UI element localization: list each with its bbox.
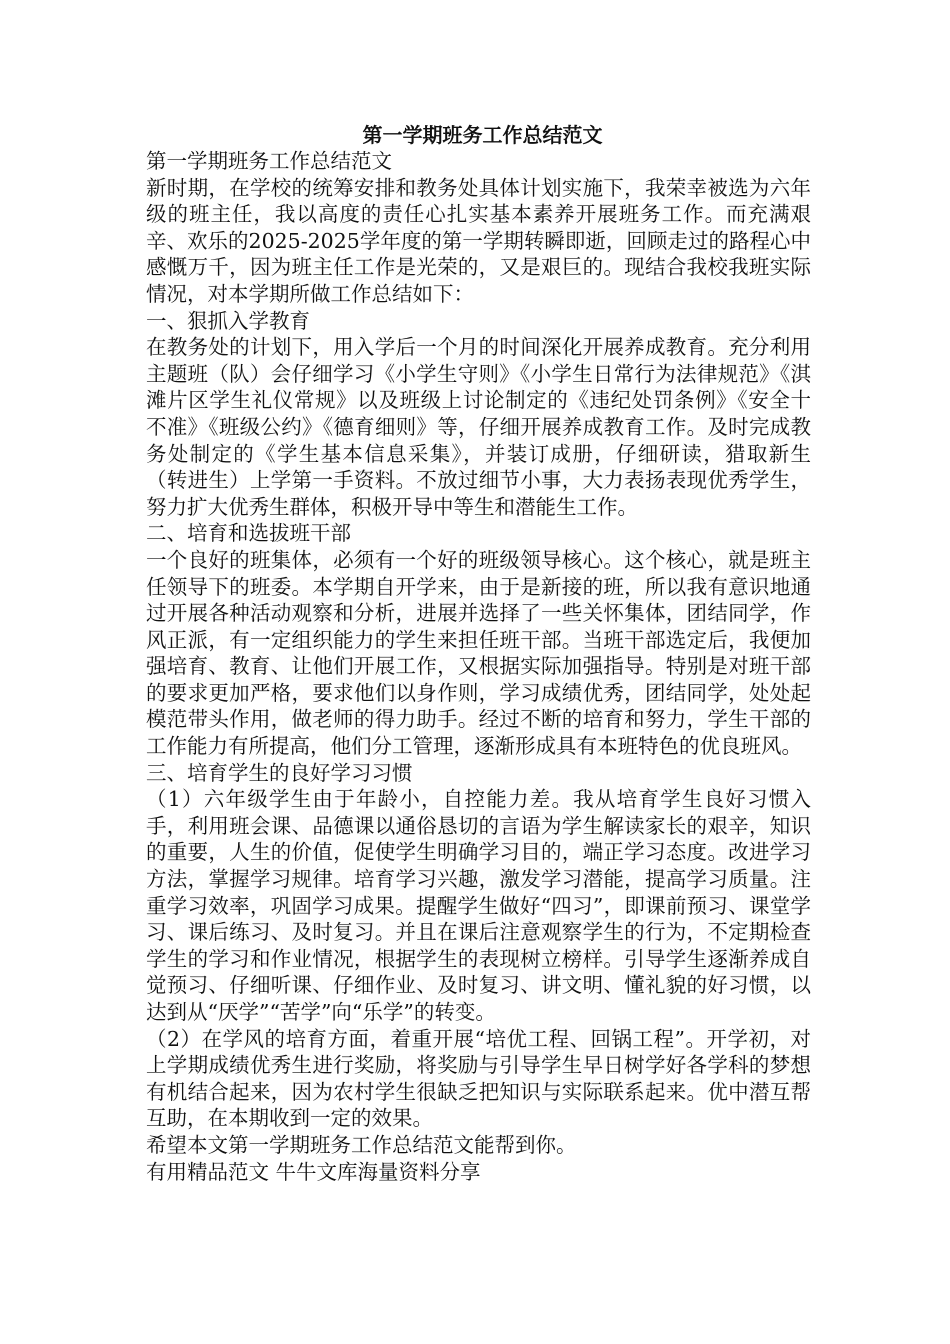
section-2-paragraph: 一个良好的班集体，必须有一个好的班级领导核心。这个核心，就是班主任领导下的班委。本学期自开学来，由于是新接的班，所以我有意识地通过开展各种活动观察和分析，进展并选择了一些关怀集体，团结同学，作风正派，有一定组织能力的学生来担任班干部。当班干部选定后，我便加强培育、教育、让他们开展工作，又根据实际加强指导。特别是对班干部的要求更加严格，要求他们以身作则，学习成绩优秀，团结同学，处处起模范带头作用，做老师的得力助手。经过不断的培育和努力，学生干部的工作能力有所提高，他们分工管理，逐渐形成具有本班特色的优良班风。 [146, 547, 811, 759]
document-title: 第一学期班务工作总结范文 [362, 123, 603, 147]
section-2-heading: 二、培育和选拔班干部 [146, 521, 351, 546]
document-body [146, 122, 811, 1185]
closing-line: 希望本文第一学期班务工作总结范文能帮到你。 [146, 1132, 577, 1157]
document-subtitle: 第一学期班务工作总结范文 [146, 149, 392, 173]
section-3-paragraph-2: （2）在学风的培育方面，着重开展“培优工程、回锅工程”。开学初，对上学期成绩优秀生进行奖励，将奖励与引导学生早日树学好各学科的梦想有机结合起来，因为农村学生很缺乏把知识与实际联系起来。优中潜互帮互助，在本期收到一定的效果。 [146, 1026, 811, 1131]
section-3-paragraph-1: （1）六年级学生由于年龄小，自控能力差。我从培育学生良好习惯入手，利用班会课、品德课以通俗恳切的言语为学生解读家长的艰辛，知识的重要，人生的价值，促使学生明确学习目的，端正学习态度。改进学习方法，掌握学习规律。培育学习兴趣，激发学习潜能，提高学习质量。注重学习效率，巩固学习成果。提醒学生做好“四习”，即课前预习、课堂学习、课后练习、及时复习。并且在课后注意观察学生的行为，不定期检查学生的学习和作业情况，根据学生的表现树立榜样。引导学生逐渐养成自觉预习、仔细听课、仔细作业、及时复习、讲文明、懂礼貌的好习惯，以达到从“厌学”“苦学”向“乐学”的转变。 [146, 787, 811, 1024]
section-1-paragraph: 在教务处的计划下，用入学后一个月的时间深化开展养成教育。充分利用主题班（队）会仔细学习《小学生守则》《小学生日常行为法律规范》《淇滩片区学生礼仪常规》以及班级上讨论制定的《违纪处罚条例》《安全十不准》《班级公约》《德育细则》等，仔细开展养成教育工作。及时完成教务处制定的《学生基本信息采集》，并装订成册，仔细研读，猎取新生（转进生）上学第一手资料。不放过细节小事，大力表扬表现优秀学生，努力扩大优秀生群体，积极开导中等生和潜能生工作。 [146, 335, 811, 519]
footer-line: 有用精品范文 牛牛文库海量资料分享 [146, 1159, 481, 1184]
section-1-heading: 一、狠抓入学教育 [146, 308, 310, 333]
intro-paragraph: 新时期，在学校的统筹安排和教务处具体计划实施下，我荣幸被选为六年级的班主任，我以高度的责任心扎实基本素养开展班务工作。而充满艰辛、欢乐的2025-2025学年度的第一学期转瞬即逝，回顾走过的路程心中感慨万千，因为班主任工作是光荣的，又是艰巨的。现结合我校我班实际情况，对本学期所做工作总结如下： [146, 175, 811, 306]
section-3-heading: 三、培育学生的良好学习习惯 [146, 760, 413, 785]
